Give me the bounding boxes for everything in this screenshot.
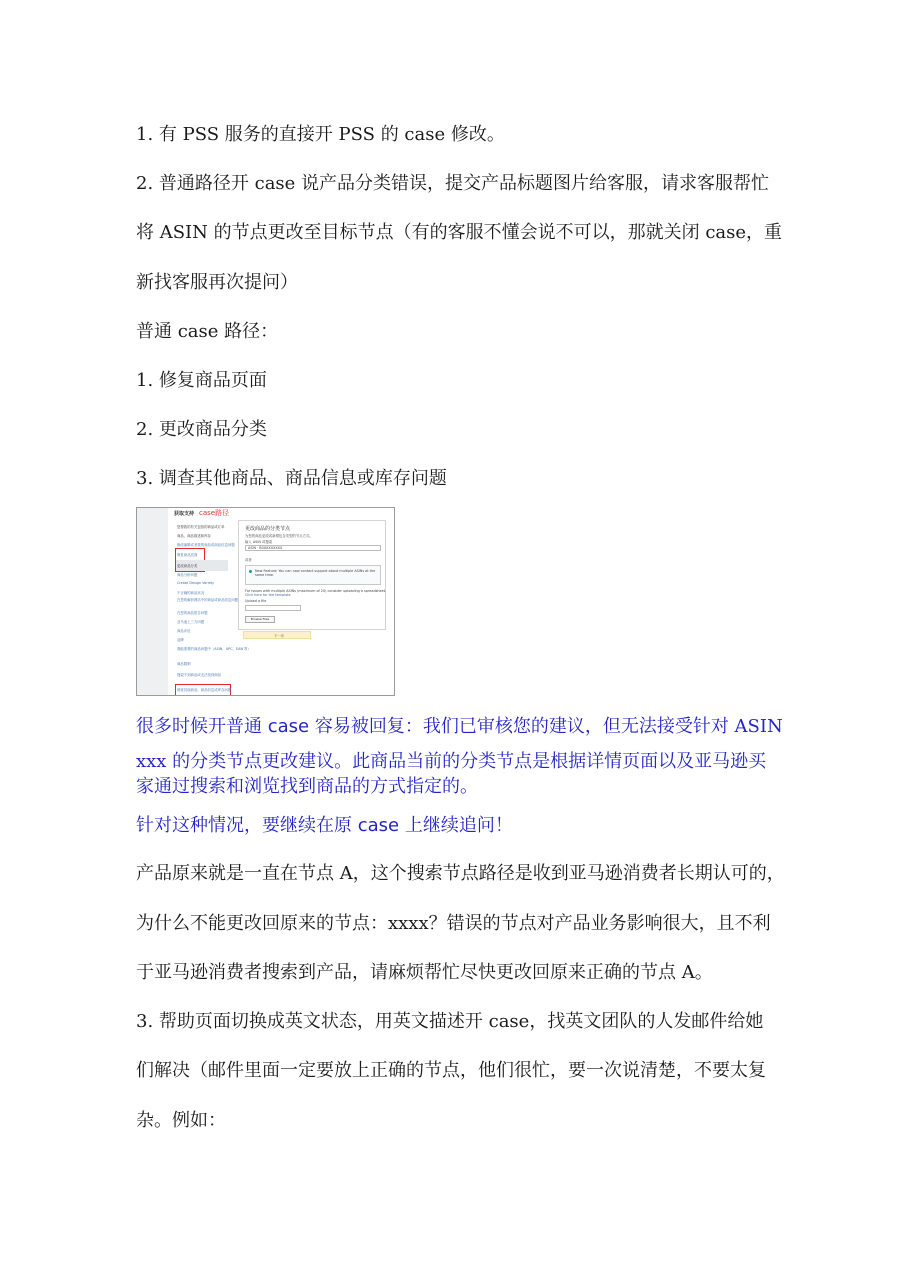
screenshot-section-label: 或者 [245,558,252,562]
screenshot-panel-desc: 为您的商品更改或新增包含类型的节点方式。 [245,534,313,538]
screenshot-menu-item: 调查其他商品、商品信息或库存问题 [177,688,232,692]
screenshot-menu-item: 不正确的商品状况 [177,591,205,595]
screenshot-next-button [243,631,311,639]
blue-line-2: xxx 的分类节点更改建议。此商品当前的分类节点是根据详情页面以及亚马逊买 [136,751,767,772]
screenshot-menu-item: 在您的解析网站中的商品或商品信息问题 [177,598,239,602]
screenshot-menu-item: 在您的商品报告问题 [177,611,208,615]
blue-line-3: 家通过搜索和浏览找到商品的方式指定的。 [136,776,478,797]
screenshot-menu-item: Create Design Variety [177,581,215,585]
screenshot-menu-item-selected: 更改商品分类 [177,564,198,568]
screenshot-panel-title: 更改商品的分类节点 [245,526,291,532]
text-line-6: 1. 修复商品页面 [136,370,267,391]
text-line-3: 将 ASIN 的节点更改至目标节点（有的客服不懂会说不可以，那就关闭 case，重 [136,222,783,243]
screenshot-menu-item: 搜索不到商品或无法找到商品 [177,673,222,677]
screenshot-menu-item: 品牌 [177,638,184,642]
screenshot-menu-item: 您帮我的有关包括的商品或订单 [177,525,225,529]
screenshot-menu-item: 商品、商品描述和库存 [177,534,211,538]
screenshot-menu-item: 商品分析问题 [177,573,198,577]
screenshot-multi-link: Click here for the template [245,593,291,597]
text-line-1: 1. 有 PSS 服务的直接开 PSS 的 case 修改。 [136,124,505,145]
blue-line-4-prefix: 针对这种情况，要继续 [136,815,316,836]
screenshot-menu-item: 修改编辑或者我的商品或商品信息问题 [177,543,235,547]
text-line-11: 于亚马逊消费者搜索到产品，请麻烦帮忙尽快更改回原来正确的节点 A。 [136,962,713,983]
screenshot-multi-title: For issues with multiple ASINs (maximum of 20) consider uploading a spreadsheet. [245,589,387,593]
embedded-screenshot [136,507,395,696]
text-line-4: 新找客服再次提问） [136,272,298,293]
screenshot-upload-label: Upload a file [245,599,267,603]
screenshot-menu-item: 商品评论 [177,629,191,633]
screenshot-notice-text: New Feature: You can now contact support about multiple ASINs at the same time. [255,569,376,577]
blue-line-4-rest: 在原 case 上继续追问！ [316,815,513,836]
text-line-12: 3. 帮助页面切换成英文状态，用英文描述开 case，找英文团队的人发邮件给她 [136,1011,764,1032]
screenshot-browse-button: Browse Files [245,616,275,623]
text-line-5: 普通 case 路径： [136,321,279,342]
screenshot-menu-item: 我能需要的商品问题中（ASIN、UPC、EAN 等） [177,647,251,651]
screenshot-title: 获取支持 [174,511,195,517]
blue-line-4 [136,813,513,839]
text-line-9: 产品原来就是一直在节点 A，这个搜索节点路径是收到亚马逊消费者长期认可的， [136,863,785,884]
blue-line-1 [136,714,783,740]
screenshot-menu-item: 商品限制 [177,662,191,666]
check-icon [249,570,252,573]
screenshot-menu-item: 亚马逊上三方问题 [177,620,205,624]
screenshot-red-annotation: case路径 [199,509,230,517]
text-line-14: 杂。例如： [136,1110,226,1131]
text-line-13: 们解决（邮件里面一定要放上正确的节点，他们很忙，要一次说清楚，不要太复 [136,1060,766,1081]
screenshot-asin-value: ASIN · B0XXXXXXXX [248,546,283,550]
text-line-7: 2. 更改商品分类 [136,419,267,440]
screenshot-menu-item: 修复商品页面 [177,553,198,557]
screenshot-notice [245,565,381,585]
screenshot-upload-field [245,605,301,611]
screenshot-left-rail [137,508,168,695]
text-line-8: 3. 调查其他商品、商品信息或库存问题 [136,468,447,489]
blue-line-1-rest: ：我们已审核您的建议，但无法接受针对 ASIN [404,716,783,737]
blue-line-1-prefix: 很多时候开普通 case 容易被回复 [136,716,405,737]
screenshot-asin-field [245,545,381,551]
screenshot-next-label: 下一步 [274,634,285,638]
screenshot-asin-label: 输入 ASIN 或搜索 [245,540,273,544]
text-line-2: 2. 普通路径开 case 说产品分类错误，提交产品标题图片给客服，请求客服帮忙 [136,173,770,194]
text-line-10: 为什么不能更改回原来的节点：xxxx？错误的节点对产品业务影响很大，且不利 [136,913,771,934]
screenshot-form-panel [238,520,386,630]
